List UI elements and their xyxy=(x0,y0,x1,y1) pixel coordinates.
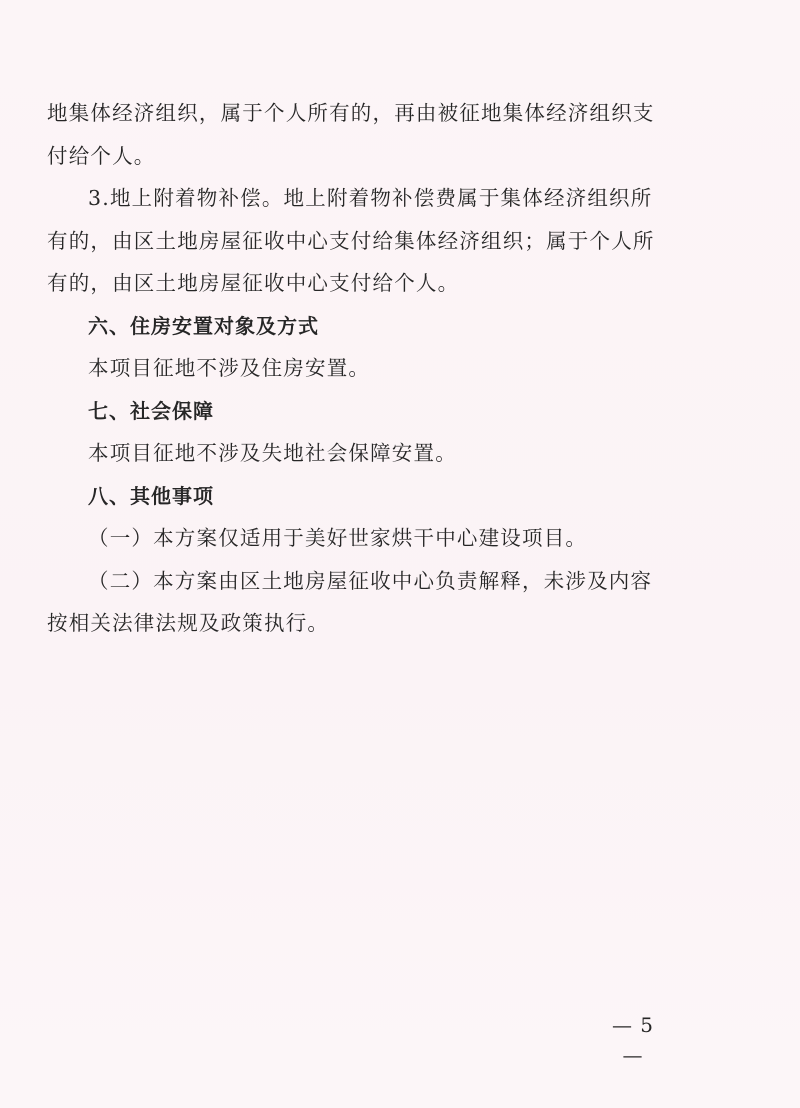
section-heading-housing: 六、住房安置对象及方式 xyxy=(88,313,319,338)
section-heading-other-matters: 八、其他事项 xyxy=(88,483,214,508)
paragraph-line: （一）本方案仅适用于美好世家烘干中心建设项目。 xyxy=(88,526,588,550)
paragraph-line: 付给个人。 xyxy=(47,143,156,168)
paragraph-line: 3.地上附着物补偿。地上附着物补偿费属于集体经济组织所 xyxy=(88,186,653,210)
paragraph-line: 有的，由区土地房屋征收中心支付给个人。 xyxy=(47,271,460,295)
paragraph-line: 地集体经济组织，属于个人所有的，再由被征地集体经济组织支 xyxy=(47,101,655,125)
paragraph-line: 本项目征地不涉及失地社会保障安置。 xyxy=(88,441,457,465)
paragraph-line: 本项目征地不涉及住房安置。 xyxy=(88,356,371,380)
paragraph-line: （二）本方案由区土地房屋征收中心负责解释，未涉及内容 xyxy=(88,568,653,593)
paragraph-line: 按相关法律法规及政策执行。 xyxy=(47,611,330,635)
document-body xyxy=(47,92,747,645)
page-number: — 5 — xyxy=(611,1013,655,1067)
paragraph-line: 有的，由区土地房屋征收中心支付给集体经济组织；属于个人所 xyxy=(47,228,655,253)
section-heading-social-security: 七、社会保障 xyxy=(88,398,214,423)
